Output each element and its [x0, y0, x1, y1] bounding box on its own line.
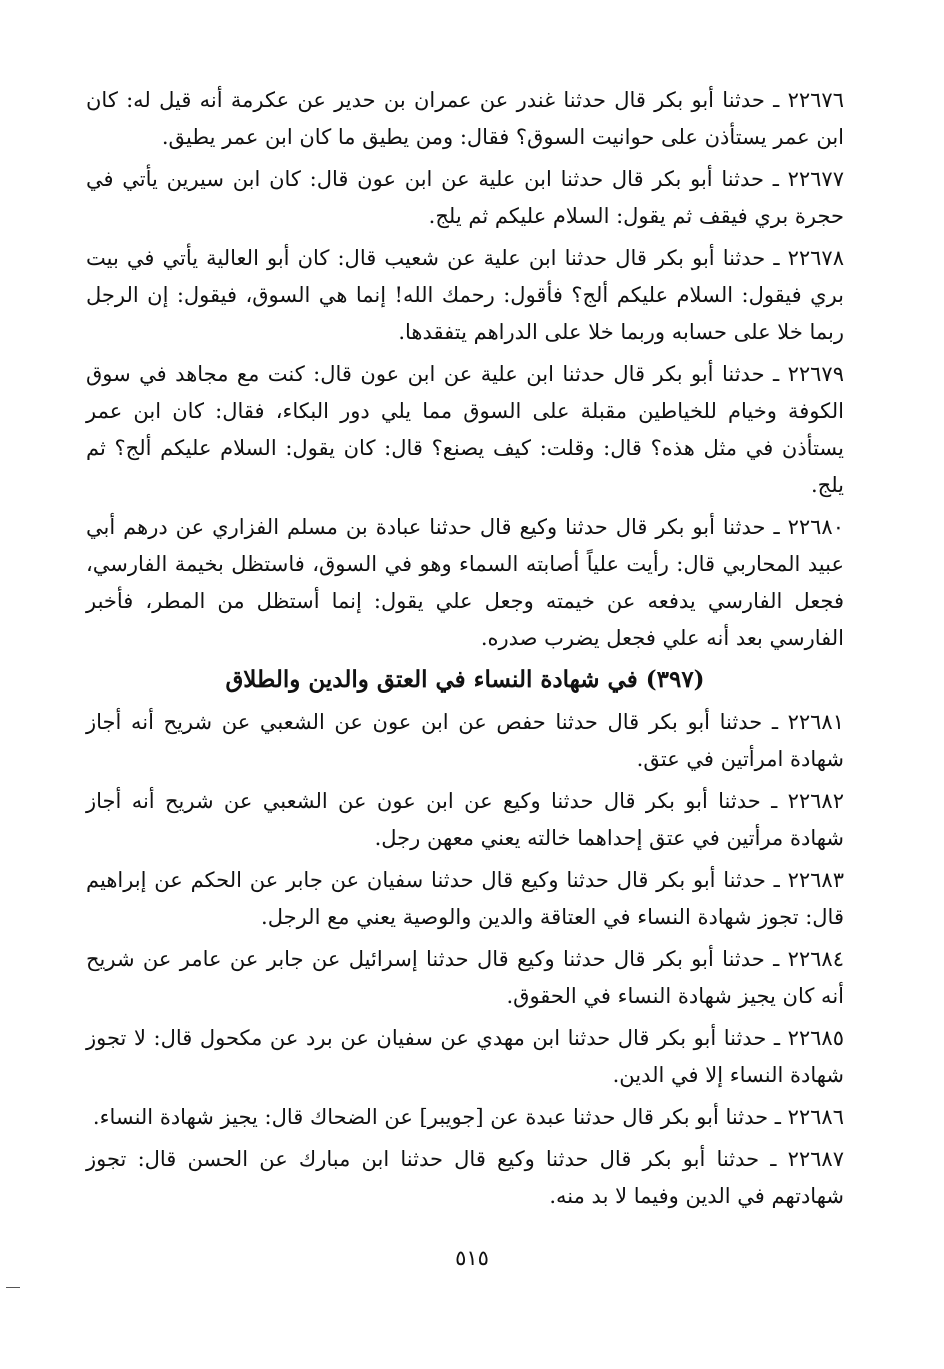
hadith-paragraph: ٢٢٦٧٨ ـ حدثنا أبو بكر قال حدثنا ابن علية عن شعيب قال: كان أبو العالية يأتي في بيت بري فيقول: السلام عليكم ألج؟ فأقول: رحمك الله! إنما هي السوق، فيقول: إن الرجل ربما خلا على حسابه وربما خلا على الدراهم يتفقدها. — [86, 246, 844, 344]
hadith-paragraph: ٢٢٦٨٧ ـ حدثنا أبو بكر قال حدثنا وكيع قال حدثنا ابن مبارك عن الحسن قال: تجوز شهادتهم في الدين وفيما لا بد منه. — [86, 1147, 844, 1208]
margin-mark — [6, 1287, 20, 1288]
hadith-paragraph: ٢٢٦٧٧ ـ حدثنا أبو بكر قال حدثنا ابن علية عن ابن عون قال: كان ابن سيرين يأتي في حجرة بري فيقف ثم يقول: السلام عليكم ثم يلج. — [86, 167, 844, 228]
hadith-paragraph: ٢٢٦٧٦ ـ حدثنا أبو بكر قال حدثنا غندر عن عمران بن حدير عن عكرمة أنه قيل له: كان ابن عمر يستأذن على حوانيت السوق؟ فقال: ومن يطيق ما كان ابن عمر يطيق. — [86, 88, 844, 149]
hadith-paragraph: ٢٢٦٧٩ ـ حدثنا أبو بكر قال حدثنا ابن علية عن ابن عون قال: كنت مع مجاهد في سوق الكوفة وخيام للخياطين مقبلة على السوق مما يلي دور البكاء، فقال: كان ابن عمر يستأذن في مثل هذه؟ قال: وقلت: كيف يصنع؟ قال: كان يقول: السلام عليكم ألج؟ ثم يلج. — [86, 362, 844, 497]
hadith-paragraph: ٢٢٦٨٠ ـ حدثنا أبو بكر قال حدثنا وكيع قال حدثنا عبادة بن مسلم الفزاري عن درهم أبي عبيد المحاربي قال: رأيت علياً أصابته السماء وهو في السوق، فاستظل بخيمة الفارسي، فجعل الفارسي يدفعه عن خيمته وجعل علي يقول: إنما أستظل من المطر، فأخبر الفارسي بعد أنه علي فجعل يضرب صدره. — [86, 515, 844, 650]
hadith-paragraph: ٢٢٦٨٢ ـ حدثنا أبو بكر قال حدثنا وكيع عن ابن عون عن الشعبي عن شريح أنه أجاز شهادة مرأتين في عتق إحداهما خالته يعني معهن رجل. — [86, 789, 844, 850]
section-heading: (٣٩٧) في شهادة النساء في العتق والدين والطلاق — [225, 666, 705, 693]
hadith-paragraph: ٢٢٦٨٣ ـ حدثنا أبو بكر قال حدثنا وكيع قال حدثنا سفيان عن جابر عن الحكم عن إبراهيم قال: تجوز شهادة النساء في العتاقة والدين والوصية يعني مع الرجل. — [86, 868, 844, 929]
hadith-paragraph: ٢٢٦٨١ ـ حدثنا أبو بكر قال حدثنا حفص عن ابن عون عن الشعبي عن شريح أنه أجاز شهادة امرأتين في عتق. — [86, 710, 844, 771]
page-number: ٥١٥ — [455, 1246, 489, 1270]
hadith-paragraph: ٢٢٦٨٥ ـ حدثنا أبو بكر قال حدثنا ابن مهدي عن سفيان عن برد عن مكحول قال: لا تجوز شهادة النساء إلا في الدين. — [86, 1026, 844, 1087]
hadith-paragraph: ٢٢٦٨٤ ـ حدثنا أبو بكر قال حدثنا وكيع قال حدثنا إسرائيل عن جابر عن عامر عن شريح أنه كان يجيز شهادة النساء في الحقوق. — [86, 947, 844, 1008]
page-body — [86, 82, 844, 1220]
hadith-paragraph: ٢٢٦٨٦ ـ حدثنا أبو بكر قال حدثنا عبدة عن [جويبر] عن الضحاك قال: يجيز شهادة النساء. — [92, 1105, 844, 1129]
